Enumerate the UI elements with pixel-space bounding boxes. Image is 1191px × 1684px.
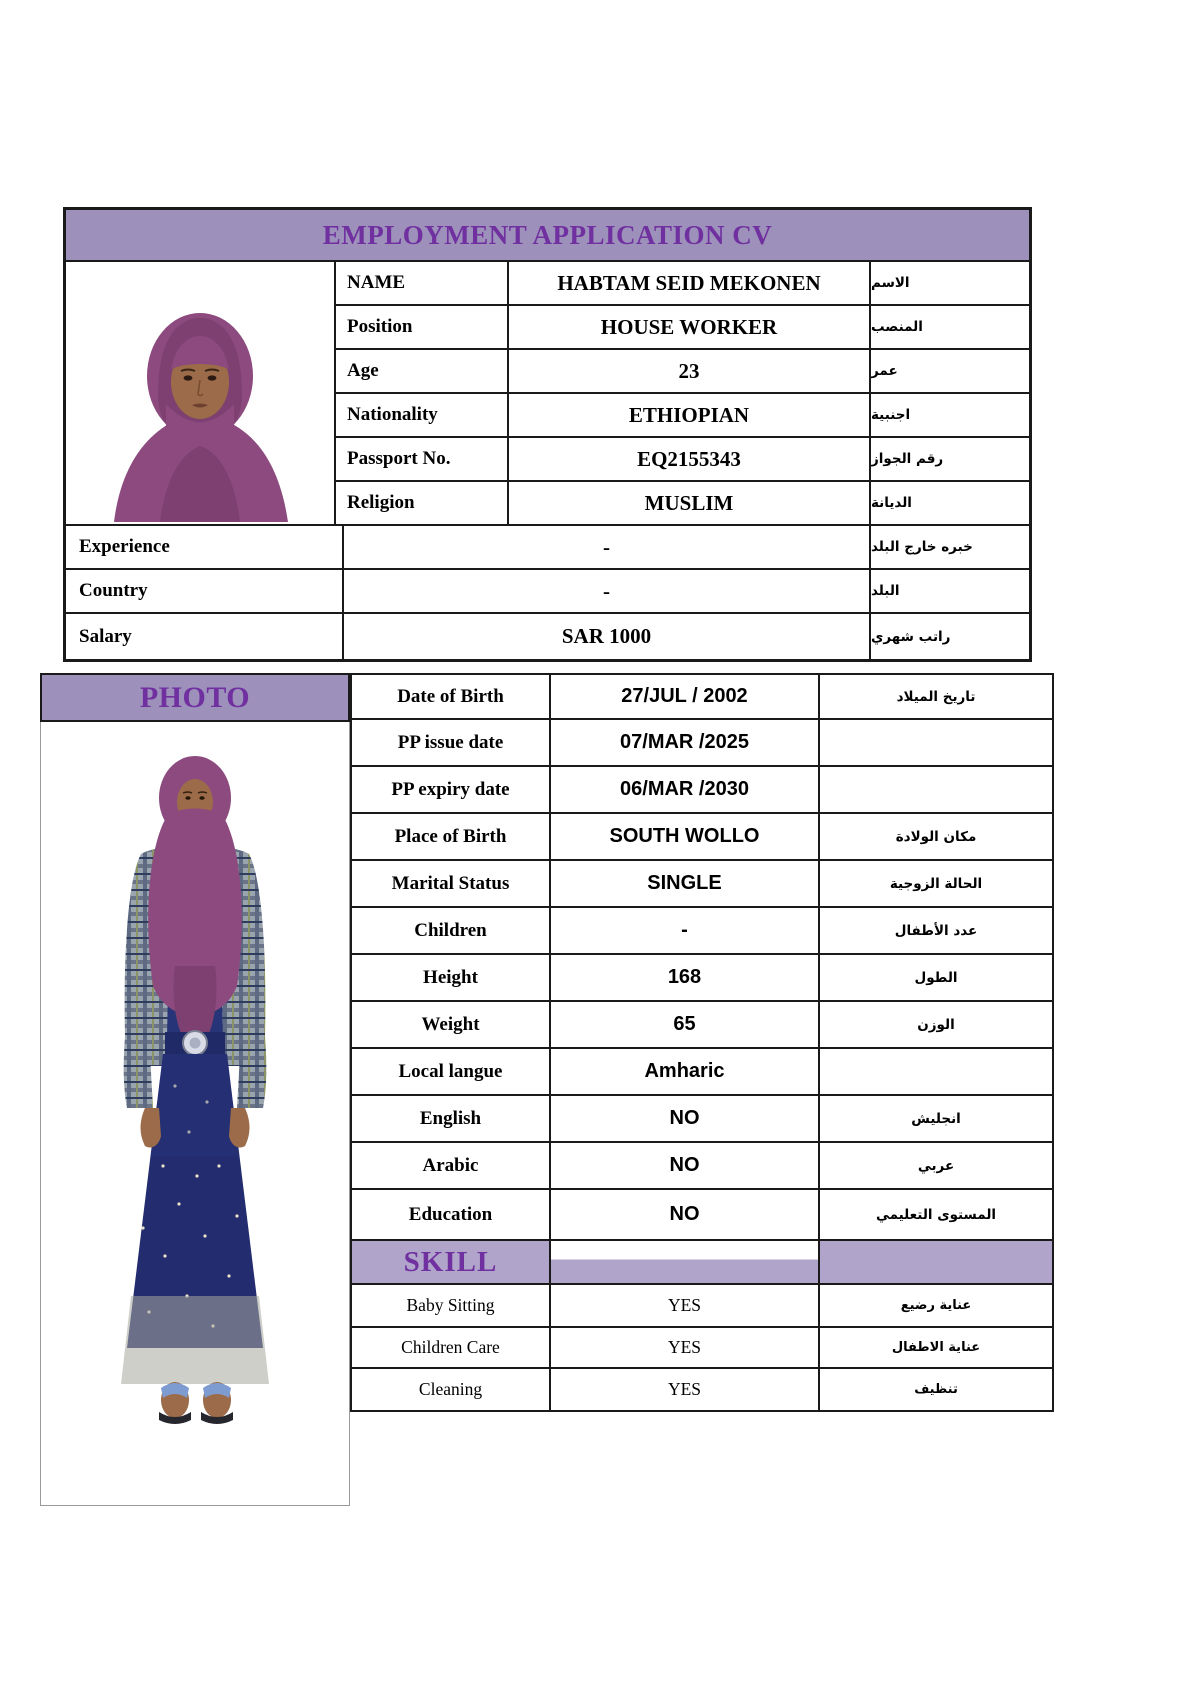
row-height-value: 168 (551, 955, 820, 1002)
row-children-care-value: YES (551, 1328, 820, 1369)
row-children-care-arabic: عناية الاطفال (820, 1328, 1052, 1369)
row-education-arabic: المستوى التعليمي (820, 1190, 1052, 1241)
skill-section-title: SKILL (352, 1241, 551, 1285)
row-local-langue-value: Amharic (551, 1049, 820, 1096)
row-pp-issue-arabic (820, 720, 1052, 767)
full-body-photo (40, 722, 350, 1506)
row-education-value: NO (551, 1190, 820, 1241)
row-passport-label: Passport No. (336, 438, 509, 482)
row-passport-value: EQ2155343 (509, 438, 871, 482)
row-baby-sitting-value: YES (551, 1285, 820, 1328)
row-pob-arabic: مكان الولادة (820, 814, 1052, 861)
row-local-langue-arabic (820, 1049, 1052, 1096)
row-pp-issue-label: PP issue date (352, 720, 551, 767)
row-height-label: Height (352, 955, 551, 1002)
row-nationality-label: Nationality (336, 394, 509, 438)
page-title: EMPLOYMENT APPLICATION CV (322, 219, 773, 250)
row-experience-value: - (344, 526, 871, 570)
row-arabic-value: NO (551, 1143, 820, 1190)
row-religion-value: MUSLIM (509, 482, 871, 526)
row-name-label: NAME (336, 262, 509, 306)
row-age-arabic: عمر (871, 350, 1029, 394)
photo-band (40, 673, 350, 722)
row-religion-label: Religion (336, 482, 509, 526)
row-passport-arabic: رقم الجواز (871, 438, 1029, 482)
row-nationality-value: ETHIOPIAN (509, 394, 871, 438)
row-marital-arabic: الحالة الزوجية (820, 861, 1052, 908)
row-nationality-arabic: اجنبية (871, 394, 1029, 438)
row-english-arabic: انجليش (820, 1096, 1052, 1143)
row-pp-expiry-arabic (820, 767, 1052, 814)
skill-header-value-cell (551, 1241, 820, 1285)
row-position-label: Position (336, 306, 509, 350)
row-dob-arabic: تاريخ الميلاد (820, 675, 1052, 720)
row-baby-sitting-arabic: عناية رضيع (820, 1285, 1052, 1328)
row-country-label: Country (66, 570, 344, 614)
row-salary-value: SAR 1000 (344, 614, 871, 659)
row-english-label: English (352, 1096, 551, 1143)
row-age-value: 23 (509, 350, 871, 394)
row-weight-value: 65 (551, 1002, 820, 1049)
details-table (350, 673, 1054, 1412)
photo-band-label: PHOTO (139, 680, 251, 714)
row-pob-label: Place of Birth (352, 814, 551, 861)
identity-rows (66, 262, 1029, 526)
row-arabic-label: Arabic (352, 1143, 551, 1190)
row-marital-label: Marital Status (352, 861, 551, 908)
headshot-photo (66, 262, 336, 526)
summary-rows (66, 526, 1029, 659)
row-name-arabic: الاسم (871, 262, 1029, 306)
row-cleaning-arabic: تنظيف (914, 1382, 958, 1397)
row-pp-issue-value: 07/MAR /2025 (551, 720, 820, 767)
skill-header-arabic-cell (820, 1241, 1052, 1285)
row-arabic-arabic: عربي (820, 1143, 1052, 1190)
row-age-label: Age (336, 350, 509, 394)
row-position-value: HOUSE WORKER (509, 306, 871, 350)
row-pp-expiry-label: PP expiry date (352, 767, 551, 814)
row-experience-label: Experience (66, 526, 344, 570)
row-country-value: - (344, 570, 871, 614)
row-position-arabic: المنصب (871, 306, 1029, 350)
row-salary-label: Salary (66, 614, 344, 659)
row-dob-label: Date of Birth (352, 675, 551, 720)
employment-application-table (63, 207, 1032, 662)
row-country-arabic: البلد (871, 570, 1029, 614)
row-religion-arabic: الديانة (871, 482, 1029, 526)
row-children-arabic: عدد الأطفال (820, 908, 1052, 955)
row-education-label: Education (352, 1190, 551, 1241)
row-children-label: Children (352, 908, 551, 955)
headshot-illustration (100, 284, 300, 522)
row-weight-label: Weight (352, 1002, 551, 1049)
full-body-illustration (79, 736, 311, 1436)
row-baby-sitting-label: Baby Sitting (352, 1285, 551, 1328)
row-pob-value: SOUTH WOLLO (551, 814, 820, 861)
row-salary-arabic: راتب شهري (871, 628, 951, 645)
row-children-value: - (551, 908, 820, 955)
row-local-langue-label: Local langue (352, 1049, 551, 1096)
row-cleaning-label: Cleaning (352, 1369, 551, 1410)
row-marital-value: SINGLE (551, 861, 820, 908)
row-dob-value: 27/JUL / 2002 (551, 675, 820, 720)
row-cleaning-value: YES (551, 1369, 820, 1410)
title-band (66, 210, 1029, 262)
row-english-value: NO (551, 1096, 820, 1143)
row-height-arabic: الطول (820, 955, 1052, 1002)
row-children-care-label: Children Care (352, 1328, 551, 1369)
row-pp-expiry-value: 06/MAR /2030 (551, 767, 820, 814)
row-name-value: HABTAM SEID MEKONEN (509, 262, 871, 306)
row-weight-arabic: الوزن (820, 1002, 1052, 1049)
row-experience-arabic: خبره خارج البلد (871, 526, 1029, 570)
